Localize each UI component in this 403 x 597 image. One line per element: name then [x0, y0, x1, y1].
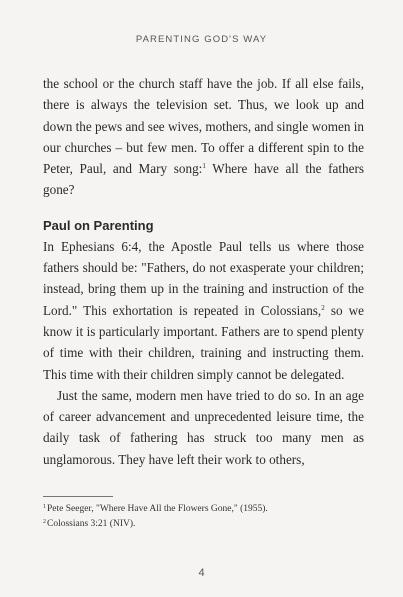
paragraph-2-text-a: In Ephesians 6:4, the Apostle Paul tells us where those fathers should be: "Fathers, do not exasperate your children; instead, bring them up in the training and instruction of the Lord." This exhortation is repeated in Colossians, [43, 238, 364, 318]
footnote-1-number: 1 [43, 504, 46, 510]
footnote-2-number: 2 [43, 519, 46, 525]
paragraph-1-text: the school or the church staff have the job. If all else fails, there is always the television set. Thus, we look up and down the pews and see wives, mothers, and single women in our churches – but few men. To offer a different spin to the Peter, Paul, and Mary song: [43, 76, 364, 177]
footnote-2 [43, 516, 364, 531]
footnote-ref-2: 2 [321, 303, 325, 312]
section-heading: Paul on Parenting [43, 217, 154, 233]
footnote-1 [43, 501, 364, 516]
paragraph-2-text-b: so we know it is particularly important. Fathers are to spend plenty of time with their children, training and instructing them. This time with their children simply cannot be delegated. [43, 302, 364, 382]
footnote-rule [43, 496, 113, 497]
footnote-ref-1: 1 [202, 162, 206, 171]
paragraph-1 [43, 73, 364, 201]
paragraph-3: Just the same, modern men have tried to do so. In an age of career advancement and unprecedented leisure time, the daily task of fathering has struck too many men as unglamorous. They have left their work to others, [43, 387, 364, 467]
footnote-1-text: Pete Seeger, "Where Have All the Flowers Gone," (1955). [47, 504, 268, 514]
footnote-2-text: Colossians 3:21 (NIV). [47, 519, 136, 529]
footnotes [43, 501, 364, 531]
paragraph-1-tail: Where have all the fathers gone? [43, 161, 364, 198]
paragraph-2 [43, 236, 364, 385]
page-number: 4 [198, 567, 205, 579]
running-head: PARENTING GOD'S WAY [135, 34, 268, 45]
body-text [43, 73, 364, 470]
